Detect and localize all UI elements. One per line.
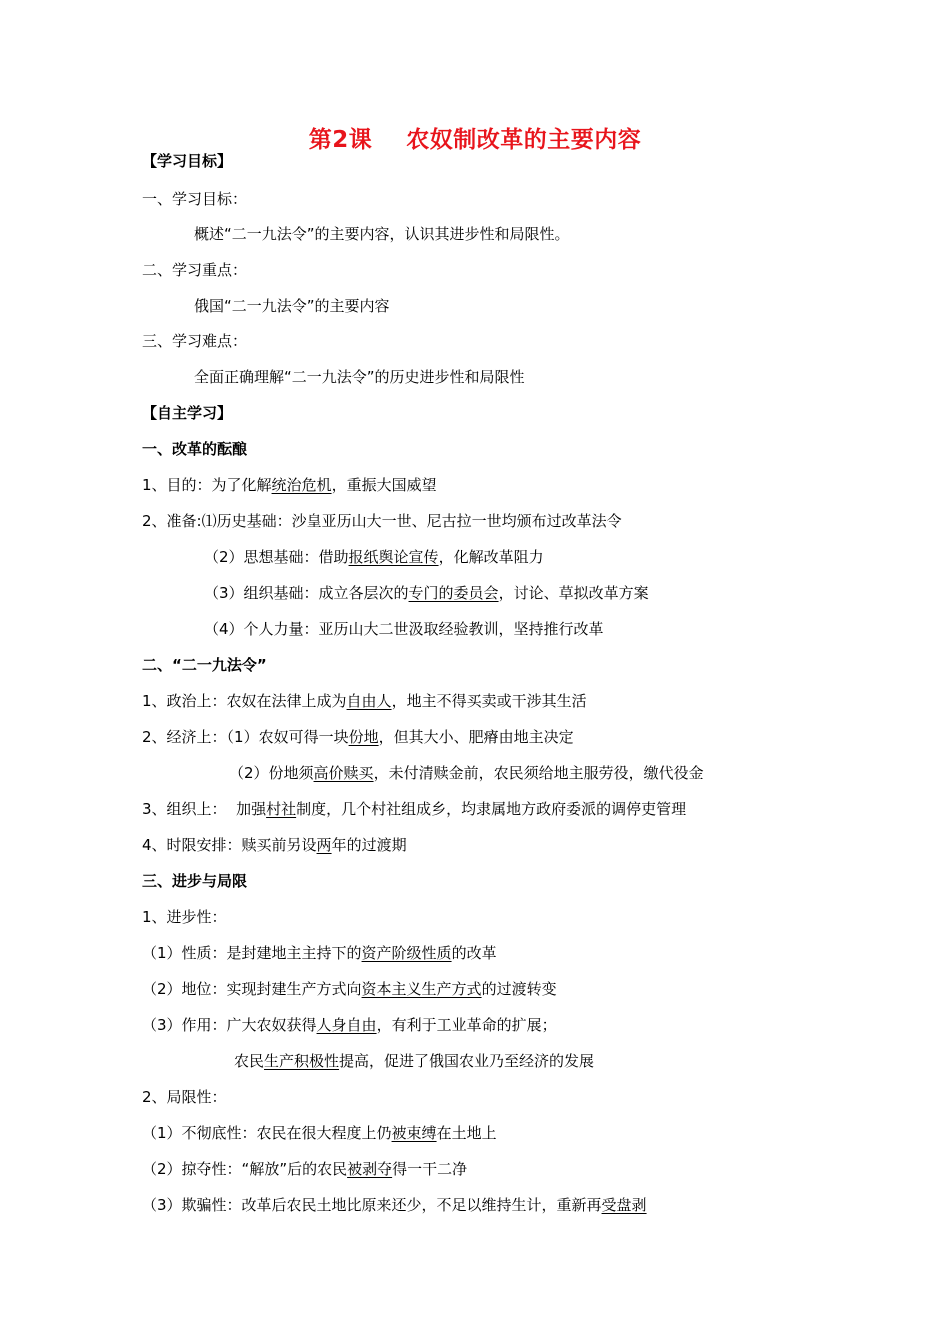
text-segment: （2）份地须 [229, 764, 314, 782]
key-point-label: 二、学习重点： [142, 261, 248, 279]
key-term: 统治危机 [271, 476, 332, 494]
key-term: 人身自由 [316, 1016, 377, 1034]
text-segment: ，有利于工业革命的扩展； [376, 1016, 557, 1034]
text-segment: （3）欺骗性：改革后农民土地比原来还少，不足以维持生计，重新再 [142, 1196, 602, 1214]
s2-line-political [142, 691, 587, 711]
s2-line-organization [142, 799, 686, 819]
difficulty-text: 全面正确理解“二一九法令”的历史进步性和局限性 [194, 368, 525, 386]
text-segment: ，化解改革阻力 [438, 548, 544, 566]
key-point-text: 俄国“二一九法令”的主要内容 [194, 297, 390, 315]
key-term: 村社 [266, 800, 297, 818]
study-goals-header: 【学习目标】 [142, 152, 233, 170]
lesson-name: 农奴制改革的主要内容 [406, 127, 642, 153]
key-term: 资本主义生产方式 [361, 980, 482, 998]
text-segment: 1、目的：为了化解 [142, 476, 272, 494]
text-segment: （3）作用：广大农奴获得 [142, 1016, 317, 1034]
s1-line-personal [204, 619, 604, 639]
text-segment: 2、准备:⑴历史基础：沙皇亚历山大一世、尼古拉一世均颁布过改革法令 [142, 512, 622, 530]
s3-line-effect-cont [234, 1051, 594, 1071]
s1-line-purpose [142, 475, 437, 495]
section-1-heading: 一、改革的酝酿 [142, 440, 248, 458]
key-term: 被剥夺 [347, 1160, 393, 1178]
text-segment: 的过渡转变 [481, 980, 557, 998]
key-term: 两 [316, 836, 332, 854]
key-term: 受盘剥 [601, 1196, 647, 1214]
difficulty-label: 三、学习难点： [142, 332, 248, 350]
self-study-header: 【自主学习】 [142, 404, 233, 422]
key-term: 报纸舆论宣传 [348, 548, 439, 566]
section-2-heading: 二、“二一九法令” [142, 656, 267, 674]
key-term: 自由人 [346, 692, 392, 710]
s1-line-preparation [142, 511, 622, 531]
limitations-label: 2、局限性： [142, 1088, 227, 1106]
text-segment: 提高，促进了俄国农业乃至经济的发展 [339, 1052, 595, 1070]
s1-line-organization [204, 583, 649, 603]
text-segment: （2）掠夺性：“解放”后的农民 [142, 1160, 348, 1178]
text-segment: （2）思想基础：借助 [204, 548, 349, 566]
text-segment: （4）个人力量：亚历山大二世汲取经验教训，坚持推行改革 [204, 620, 604, 638]
s2-line-economic [142, 727, 574, 747]
s3-line-deception [142, 1195, 647, 1215]
s1-line-ideology [204, 547, 544, 567]
progressiveness-label: 1、进步性： [142, 908, 227, 926]
key-term: 专门的委员会 [408, 584, 499, 602]
s3-line-plunder [142, 1159, 467, 1179]
text-segment: 得一干二净 [392, 1160, 468, 1178]
lesson-title [0, 121, 950, 154]
s3-line-status [142, 979, 557, 999]
text-segment: （1）不彻底性：农民在很大程度上仍 [142, 1124, 392, 1142]
text-segment: 农民 [234, 1052, 265, 1070]
s3-line-incomplete [142, 1123, 497, 1143]
key-term: 生产积极性 [264, 1052, 340, 1070]
text-segment: 1、政治上：农奴在法律上成为 [142, 692, 347, 710]
text-segment: 的改革 [451, 944, 497, 962]
text-segment: ，重振大国威望 [331, 476, 437, 494]
text-segment: 制度，几个村社组成乡，均隶属地方政府委派的调停吏管理 [296, 800, 687, 818]
s3-line-nature [142, 943, 497, 963]
text-segment: 年的过渡期 [331, 836, 407, 854]
section-3-heading: 三、进步与局限 [142, 872, 248, 890]
text-segment: 2、经济上：（1）农奴可得一块 [142, 728, 349, 746]
text-segment: ，未付清赎金前，农民须给地主服劳役，缴代役金 [373, 764, 704, 782]
text-segment: 在土地上 [436, 1124, 497, 1142]
text-segment: （3）组织基础：成立各层次的 [204, 584, 409, 602]
s2-line-timeline [142, 835, 407, 855]
text-segment: （1）性质：是封建地主主持下的 [142, 944, 362, 962]
s3-line-effect [142, 1015, 557, 1035]
s2-line-redemption [229, 763, 704, 783]
key-term: 高价赎买 [313, 764, 374, 782]
goal-text: 概述“二一九法令”的主要内容，认识其进步性和局限性。 [194, 225, 570, 243]
text-segment: 3、组织上： 加强 [142, 800, 267, 818]
key-term: 被束缚 [391, 1124, 437, 1142]
goal-label: 一、学习目标： [142, 190, 248, 208]
text-segment: ，地主不得买卖或干涉其生活 [391, 692, 587, 710]
text-segment: （2）地位：实现封建生产方式向 [142, 980, 362, 998]
text-segment: 4、时限安排：赎买前另设 [142, 836, 317, 854]
text-segment: ，讨论、草拟改革方案 [498, 584, 649, 602]
key-term: 份地 [348, 728, 379, 746]
text-segment: ，但其大小、肥瘠由地主决定 [378, 728, 574, 746]
key-term: 资产阶级性质 [361, 944, 452, 962]
lesson-number: 第2课 [308, 127, 373, 153]
